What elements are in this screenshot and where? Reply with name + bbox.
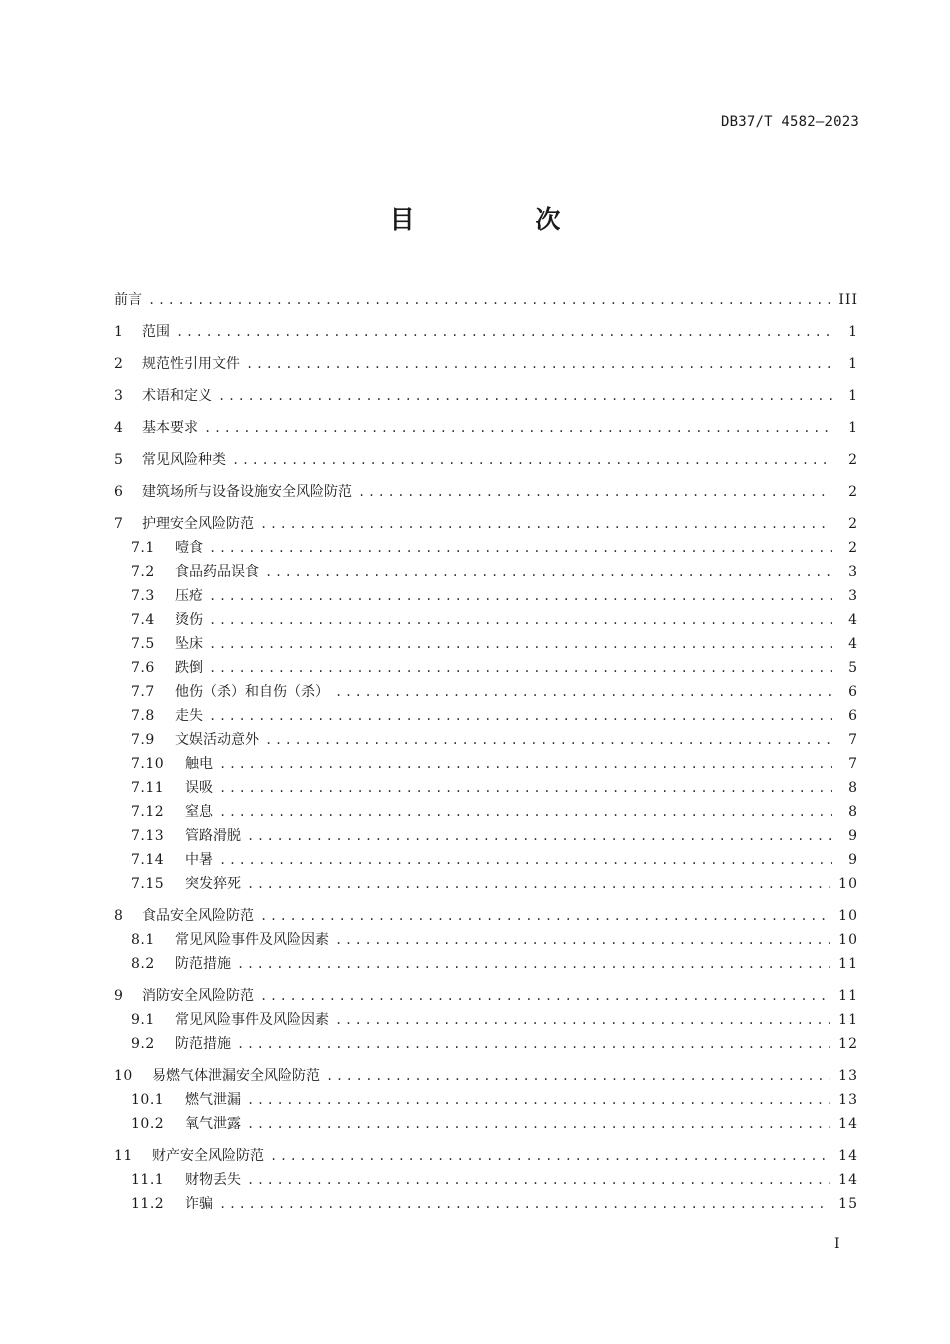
dot-leader [209, 536, 832, 560]
toc-subentry[interactable] [114, 952, 858, 976]
toc-entry-label: 财产安全风险防范 [152, 1148, 264, 1164]
page-title: 目 次 [389, 205, 617, 234]
dot-leader [265, 560, 832, 584]
dot-leader [358, 480, 832, 504]
toc-entry-label: 建筑场所与设备设施安全风险防范 [142, 484, 352, 500]
toc-entry-label: 触电 [185, 756, 213, 772]
toc-entry-number: 8.2 [131, 956, 155, 972]
dot-leader [219, 1192, 830, 1216]
toc-entry-page: 4 [848, 612, 858, 628]
toc-subentry[interactable] [114, 1168, 858, 1192]
toc-entry-label: 财物丢失 [185, 1172, 241, 1188]
toc-entry-number: 7.15 [131, 876, 165, 892]
toc-entry-page: 14 [838, 1116, 858, 1132]
toc-subentry[interactable] [114, 848, 858, 872]
dot-leader [247, 824, 832, 848]
toc-entry-label: 坠床 [175, 636, 203, 652]
dot-leader [218, 384, 832, 408]
toc-entry-page: 12 [838, 1036, 858, 1052]
toc-entry-page: 7 [848, 756, 858, 772]
toc-subentry[interactable] [114, 824, 858, 848]
toc-subentry[interactable] [114, 752, 858, 776]
toc-entry-label: 基本要求 [142, 420, 198, 436]
dot-leader [209, 704, 832, 728]
toc-entry-label: 诈骗 [185, 1196, 213, 1212]
dot-leader [209, 608, 832, 632]
toc-subentry[interactable] [114, 608, 858, 632]
toc-entry-page: 13 [838, 1068, 858, 1084]
toc-entry-page: 13 [838, 1092, 858, 1108]
toc-entry[interactable] [114, 352, 858, 376]
toc-entry-number: 3 [114, 388, 124, 404]
toc-subentry[interactable] [114, 928, 858, 952]
toc-entry-label: 压疮 [175, 588, 203, 604]
toc-entry-label: 护理安全风险防范 [142, 516, 254, 532]
toc-entry-page: 6 [848, 708, 858, 724]
toc-entry-page: 11 [838, 956, 858, 972]
toc-subentry[interactable] [114, 536, 858, 560]
toc-entry-number: 7.4 [131, 612, 155, 628]
toc-entry-label: 术语和定义 [142, 388, 212, 404]
dot-leader [219, 752, 832, 776]
toc-entry-page: 2 [848, 452, 858, 468]
toc-entry-number: 2 [114, 356, 124, 372]
dot-leader [219, 800, 832, 824]
toc-entry[interactable] [114, 984, 858, 1008]
toc-entry-number: 11.1 [131, 1172, 165, 1188]
toc-entry-page: 1 [848, 324, 858, 340]
dot-leader [219, 776, 832, 800]
toc-entry-label: 范围 [142, 324, 170, 340]
dot-leader [148, 288, 830, 312]
dot-leader [265, 728, 832, 752]
toc-entry-number: 7.3 [131, 588, 155, 604]
toc-entry-label: 规范性引用文件 [142, 356, 240, 372]
toc-entry-number: 11 [114, 1148, 133, 1164]
toc-entry-page: 2 [848, 484, 858, 500]
toc-entry-page: 2 [848, 540, 858, 556]
toc-entry[interactable] [114, 416, 858, 440]
dot-leader [246, 352, 832, 376]
dot-leader [247, 1168, 830, 1192]
toc-entry[interactable] [114, 288, 858, 312]
toc-entry[interactable] [114, 512, 858, 536]
toc-entry-number: 10.1 [131, 1092, 165, 1108]
dot-leader [209, 656, 832, 680]
toc-entry[interactable] [114, 1064, 858, 1088]
toc-entry-page: 1 [848, 388, 858, 404]
dot-leader [237, 952, 830, 976]
toc-entry[interactable] [114, 904, 858, 928]
toc-entry-number: 8.1 [131, 932, 155, 948]
dot-leader [326, 1064, 830, 1088]
toc-entry-page: 6 [848, 684, 858, 700]
dot-leader [247, 1088, 830, 1112]
toc-entry-label: 文娱活动意外 [175, 732, 259, 748]
toc-entry-label: 食品药品误食 [175, 564, 259, 580]
document-code: DB37/T 4582—2023 [720, 114, 859, 130]
dot-leader [247, 1112, 830, 1136]
toc-entry[interactable] [114, 1144, 858, 1168]
toc-entry-label: 跌倒 [175, 660, 203, 676]
toc-entry-number: 8 [114, 908, 124, 924]
toc-subentry[interactable] [114, 1008, 858, 1032]
toc-subentry[interactable] [114, 800, 858, 824]
toc-entry-page: 10 [838, 908, 858, 924]
toc-entry[interactable] [114, 320, 858, 344]
toc-entry-label: 氧气泄露 [185, 1116, 241, 1132]
toc-subentry[interactable] [114, 1112, 858, 1136]
dot-leader [232, 448, 832, 472]
dot-leader [270, 1144, 830, 1168]
dot-leader [260, 904, 830, 928]
toc-entry-number: 7.1 [131, 540, 155, 556]
toc-subentry[interactable] [114, 584, 858, 608]
dot-leader [335, 1008, 830, 1032]
toc-entry-page: 14 [838, 1172, 858, 1188]
toc-entry-number: 7.7 [131, 684, 155, 700]
toc-entry[interactable] [114, 480, 858, 504]
toc-entry-number: 9 [114, 988, 124, 1004]
toc-entry-label: 烫伤 [175, 612, 203, 628]
toc-entry-label: 防范措施 [175, 956, 231, 972]
toc-entry-label: 防范措施 [175, 1036, 231, 1052]
dot-leader [335, 680, 832, 704]
toc-entry-number: 7.6 [131, 660, 155, 676]
toc-entry[interactable] [114, 448, 858, 472]
toc-entry-label: 窒息 [185, 804, 213, 820]
dot-leader [219, 848, 832, 872]
toc-entry-page: 3 [848, 588, 858, 604]
toc-entry-number: 7 [114, 516, 124, 532]
toc-entry-label: 常见风险事件及风险因素 [175, 1012, 329, 1028]
toc-entry-page: 11 [838, 988, 858, 1004]
dot-leader [335, 928, 830, 952]
dot-leader [209, 632, 832, 656]
toc-entry-page: 10 [838, 876, 858, 892]
toc-entry-label: 食品安全风险防范 [142, 908, 254, 924]
toc-entry-label: 误吸 [185, 780, 213, 796]
toc-entry-label: 噎食 [175, 540, 203, 556]
toc-subentry[interactable] [114, 1032, 858, 1056]
toc-entry-number: 1 [114, 324, 124, 340]
toc-entry-label: 走失 [175, 708, 203, 724]
dot-leader [260, 512, 832, 536]
toc-subentry[interactable] [114, 680, 858, 704]
page-number: I [834, 1236, 840, 1252]
toc-entry-number: 4 [114, 420, 124, 436]
toc-entry-page: 5 [848, 660, 858, 676]
toc-entry-label: 消防安全风险防范 [142, 988, 254, 1004]
toc-entry-label: 管路滑脱 [185, 828, 241, 844]
toc-entry-page: 1 [848, 420, 858, 436]
toc-entry-number: 9.2 [131, 1036, 155, 1052]
toc-entry-page: 8 [848, 780, 858, 796]
toc-entry-label: 常见风险事件及风险因素 [175, 932, 329, 948]
toc-subentry[interactable] [114, 872, 858, 896]
toc-entry[interactable] [114, 384, 858, 408]
toc-entry-number: 10.2 [131, 1116, 165, 1132]
toc-subentry[interactable] [114, 1088, 858, 1112]
toc-entry-page: 3 [848, 564, 858, 580]
toc-subentry[interactable] [114, 1192, 858, 1216]
toc-entry-number: 9.1 [131, 1012, 155, 1028]
dot-leader [237, 1032, 830, 1056]
toc-subentry[interactable] [114, 704, 858, 728]
toc-entry-page: 1 [848, 356, 858, 372]
toc-subentry[interactable] [114, 632, 858, 656]
toc-entry-number: 7.10 [131, 756, 165, 772]
toc-entry-number: 7.8 [131, 708, 155, 724]
table-of-contents [114, 288, 858, 1216]
toc-entry-number: 7.2 [131, 564, 155, 580]
toc-entry-page: 9 [848, 828, 858, 844]
toc-entry-page: 11 [838, 1012, 858, 1028]
dot-leader [204, 416, 832, 440]
toc-entry-page: 2 [848, 516, 858, 532]
toc-subentry[interactable] [114, 656, 858, 680]
toc-entry-label: 燃气泄漏 [185, 1092, 241, 1108]
toc-entry-page: 4 [848, 636, 858, 652]
toc-entry-number: 5 [114, 452, 124, 468]
toc-entry-label: 突发猝死 [185, 876, 241, 892]
toc-entry-page: 7 [848, 732, 858, 748]
toc-entry-label: 前言 [114, 292, 142, 308]
toc-entry-page: 14 [838, 1148, 858, 1164]
dot-leader [209, 584, 832, 608]
toc-entry-page: 10 [838, 932, 858, 948]
toc-entry-label: 中暑 [185, 852, 213, 868]
toc-entry-number: 11.2 [131, 1196, 165, 1212]
toc-entry-number: 7.14 [131, 852, 165, 868]
toc-entry-page: 8 [848, 804, 858, 820]
toc-entry-label: 他伤（杀）和自伤（杀） [175, 684, 329, 700]
toc-entry-label: 易燃气体泄漏安全风险防范 [152, 1068, 320, 1084]
toc-subentry[interactable] [114, 560, 858, 584]
toc-entry-page: 15 [838, 1196, 858, 1212]
dot-leader [176, 320, 832, 344]
toc-subentry[interactable] [114, 728, 858, 752]
toc-entry-page: 9 [848, 852, 858, 868]
dot-leader [247, 872, 830, 896]
toc-entry-number: 7.12 [131, 804, 165, 820]
dot-leader [260, 984, 830, 1008]
toc-entry-label: 常见风险种类 [142, 452, 226, 468]
toc-entry-number: 10 [114, 1068, 133, 1084]
toc-entry-number: 7.9 [131, 732, 155, 748]
toc-entry-page: III [838, 292, 858, 308]
toc-entry-number: 6 [114, 484, 124, 500]
toc-entry-number: 7.13 [131, 828, 165, 844]
toc-entry-number: 7.5 [131, 636, 155, 652]
toc-subentry[interactable] [114, 776, 858, 800]
toc-entry-number: 7.11 [131, 780, 165, 796]
